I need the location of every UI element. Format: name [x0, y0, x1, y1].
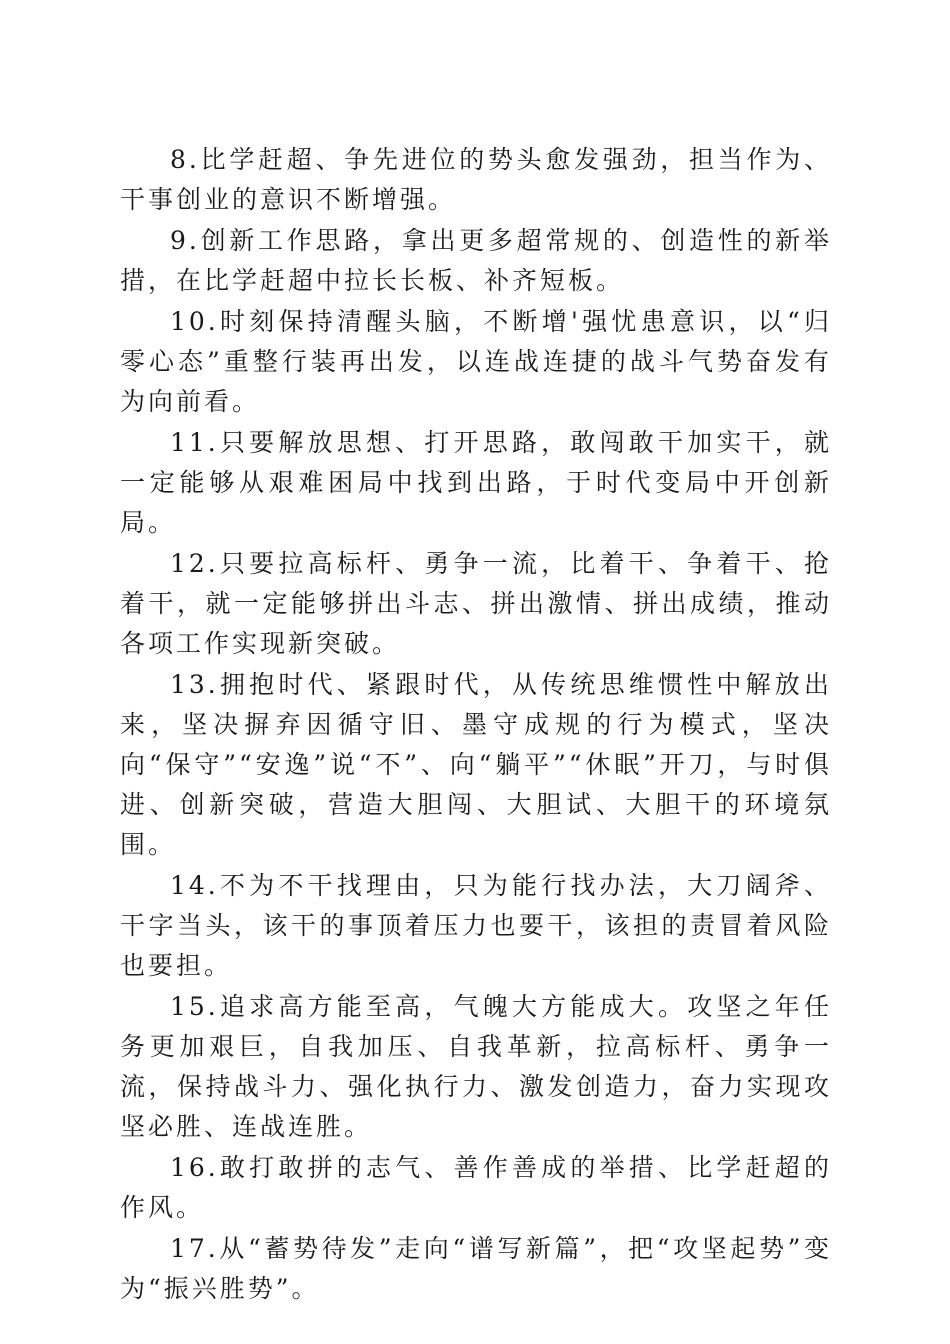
paragraph-14: 14.不为不干找理由，只为能行找办法，大刀阔斧、干字当头，该干的事顶着压力也要干，该担的责冒着风险也要担。 — [120, 871, 832, 980]
document-body — [120, 140, 832, 1309]
paragraph-11: 11.只要解放思想、打开思路，敢闯敢干加实干，就一定能够从艰难困局中找到出路，于时代变局中开创新局。 — [120, 428, 832, 537]
paragraph-17: 17.从“蓄势待发”走向“谱写新篇”，把“攻坚起势”变为“振兴胜势”。 — [120, 1234, 832, 1303]
paragraph-12: 12.只要拉高标杆、勇争一流，比着干、争着干、抢着干，就一定能够拼出斗志、拼出激情、拼出成绩，推动各项工作实现新突破。 — [120, 549, 832, 658]
paragraph-10: 10.时刻保持清醒头脑，不断增'强忧患意识，以“归零心态”重整行装再出发，以连战连捷的战斗气势奋发有为向前看。 — [120, 307, 832, 416]
paragraph-16: 16.敢打敢拼的志气、善作善成的举措、比学赶超的作风。 — [120, 1153, 832, 1222]
paragraph-9: 9.创新工作思路，拿出更多超常规的、创造性的新举措，在比学赶超中拉长长板、补齐短板。 — [120, 226, 832, 295]
paragraph-15: 15.追求高方能至高，气魄大方能成大。攻坚之年任务更加艰巨，自我加压、自我革新，拉高标杆、勇争一流，保持战斗力、强化执行力、激发创造力，奋力实现攻坚必胜、连战连胜。 — [120, 992, 832, 1141]
paragraph-8: 8.比学赶超、争先进位的势头愈发强劲，担当作为、干事创业的意识不断增强。 — [120, 145, 832, 214]
paragraph-13: 13.拥抱时代、紧跟时代，从传统思维惯性中解放出来，坚决摒弃因循守旧、墨守成规的行为模式，坚决向“保守”“安逸”说“不”、向“躺平”“休眠”开刀，与时俱进、创新突破，营造大胆闯、大胆试、大胆干的环境氛围。 — [120, 670, 832, 859]
